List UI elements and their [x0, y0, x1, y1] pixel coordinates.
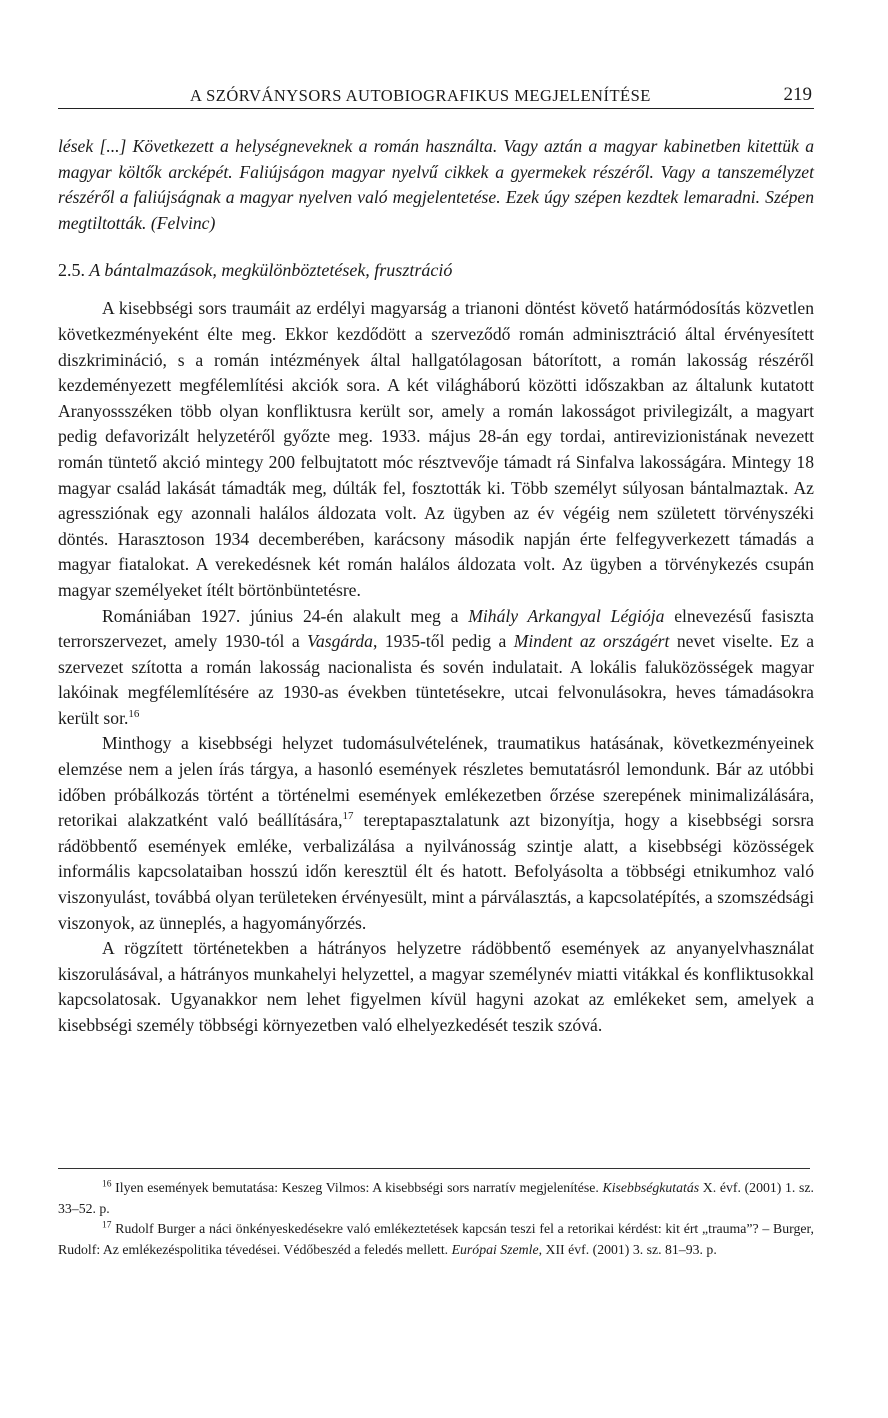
footnote-17 — [58, 1219, 814, 1260]
paragraph-1: A kisebbségi sors traumáit az erdélyi magyarság a trianoni döntést követő határmódosítás közvetlen következményeként élte meg. Ekkor kezdődött a szerveződő román adminisztráció által érvényesített diszkrimináció, s a román intézmények által hallgatólagosan bátorított, a román lakosság részéről kezdeményezett megfélemlítési akciók sora. A két világháború közötti időszakban az általunk kutatott Aranyossszéken több olyan konfliktusra került sor, amely a román lakosságot privilegizált, a magyart pedig defavorizált helyzetéről győzte meg. 1933. május 28-án egy tordai, antirevizionistának nevezett román tüntető akció mintegy 200 felbujtatott móc résztvevője támadt rá Sinfalva lakosságára. Mintegy 18 magyar család lakását támadták meg, dúlták fel, fosztották ki. Több személyt súlyosan bántalmaztak. Az agressziónak egy azonnali halálos áldozata volt. Az ügyben az év végéig nem született törvényszéki döntés. Harasztoson 1934 decemberében, karácsony második napján érte felfegyverkezett támadás a magyar fiatalokat. A verekedésnek két román halálos áldozata volt. Az ügyben a törvénykezés csupán magyar személyeket ítélt börtönbüntetésre. — [58, 298, 814, 600]
paragraph-2-text-b: elnevezésű fasiszta terrorszervezet, amely 1930-tól a — [58, 605, 814, 652]
footnote-17-text-b: , XII évf. (2001) 3. sz. 81–93. p. — [538, 1241, 717, 1257]
footnote-16-text-b: X. évf. (2001) 1. sz. 33–52. p. — [58, 1180, 814, 1216]
section-number: 2.5. — [58, 260, 85, 281]
footnote-17-journal: Európai Szemle — [451, 1241, 539, 1257]
paragraph-2-text-c: , 1935-től pedig a — [372, 631, 514, 652]
footnotes — [58, 1178, 814, 1260]
paragraph-3-text-b: tereptapasztalatunk azt bizonyítja, hogy a kisebbségi sorsra rádöbbentő események emléke, verbalizálása a nyilvánosság szintje alatt, a kisebbségi közösségek informális kapcsolataiban hosszú időn keresztül élt és hatott. Befolyásolta a többségi etnikumhoz való viszonyulást, továbbá olyan területeken érvényesült, mint a párválasztás, a kapcsolatépítés, a szomszédsági viszonyok, az ünneplés, a hagyományőrzés. — [58, 810, 814, 933]
running-head-title: A SZÓRVÁNYSORS AUTOBIOGRAFIKUS MEGJELENÍTÉSE — [190, 86, 651, 105]
paragraph-2 — [58, 604, 814, 732]
main-text — [58, 134, 814, 1039]
footnote-16-journal: Kisebbségkutatás — [602, 1180, 700, 1195]
footnote-ref-17[interactable]: 17 — [342, 810, 354, 823]
paragraph-2-text-a: Romániában 1927. június 24-én alakult meg a — [102, 605, 469, 626]
interview-quote — [58, 134, 814, 236]
paragraph-4: A rögzített történetekben a hátrányos helyzetre rádöbbentő események az anyanyelvhasználat kiszorulásával, a hátrányos munkahelyi helyzettel, a magyar személynév miatti vitákkal és konfliktusokkal kapcsolatosak. Ugyanakkor nem lehet figyelmen kívül hagyni azokat az emlékeket sem, amelyek a kisebbségi személy többségi környezetben való elhelyezkedését teszik szóvá. — [58, 938, 814, 1035]
quote-text: lések [...] Következett a helységneveknek a román használta. Vagy aztán a magyar kabinetben kitettük a magyar költők arcképét. Faliújságon magyar nyelvű cikkek a gyermekek részéről. Vagy a tanszemélyzet részéről a faliújságnak a magyar nyelven való megjelentetése. Ezek úgy szépen kezdtek lemaradni. Szépen megtiltották. — [58, 136, 814, 233]
mindent-name: Mindent az országért — [513, 631, 670, 652]
footnote-16 — [58, 1178, 814, 1219]
footnote-16-text-a: Ilyen események bemutatása: Keszeg Vilmos: A kisebbségi sors narratív megjelenítése. — [111, 1180, 603, 1195]
section-title: A bántalmazások, megkülönböztetések, frusztráció — [89, 260, 453, 281]
footnote-17-text-a: Rudolf Burger a náci önkényeskedésekre való emlékeztetések kapcsán teszi fel a retorikai kérdést: kit ért „trauma”? – Burger, Rudolf: Az emlékezéspolitika tévedései. Védőbeszéd a feledés mellett. — [58, 1221, 814, 1257]
paragraph-3-text-a: Minthogy a kisebbségi helyzet tudomásulvételének, traumatikus hatásának, következményeinek elemzése nem a jelen írás tárgya, a hasonló események részletes bemutatásról lemondunk. Bár az utóbbi időben próbálkozás történt a történelmi események emlékezetben őrzése szerepének minimalizálására, retorikai alakzatként való beállítására, — [58, 733, 814, 831]
vasgarda-name: Vasgárda — [307, 631, 373, 652]
footnote-divider — [58, 1168, 810, 1169]
footnote-17-number: 17 — [102, 1220, 112, 1231]
paragraph-3 — [58, 731, 814, 936]
legion-name: Mihály Arkangyal Légiója — [468, 605, 665, 626]
page-number: 219 — [783, 84, 812, 105]
paragraph-2-text-d: nevet viselte. Ez a szervezet szította a román lakosság nacionalista és sovén indulatait. A lokális faluközösségek magyar lakóinak megfélemlítésére az 1930-as években tüntetésekre, utcai felvonulásokra, heves támadásokra került sor. — [58, 631, 815, 728]
footnote-ref-16[interactable]: 16 — [128, 708, 140, 721]
running-head — [58, 82, 814, 109]
quote-source: (Felvinc) — [150, 212, 216, 233]
footnote-16-number: 16 — [102, 1179, 112, 1190]
section-heading — [58, 258, 814, 282]
